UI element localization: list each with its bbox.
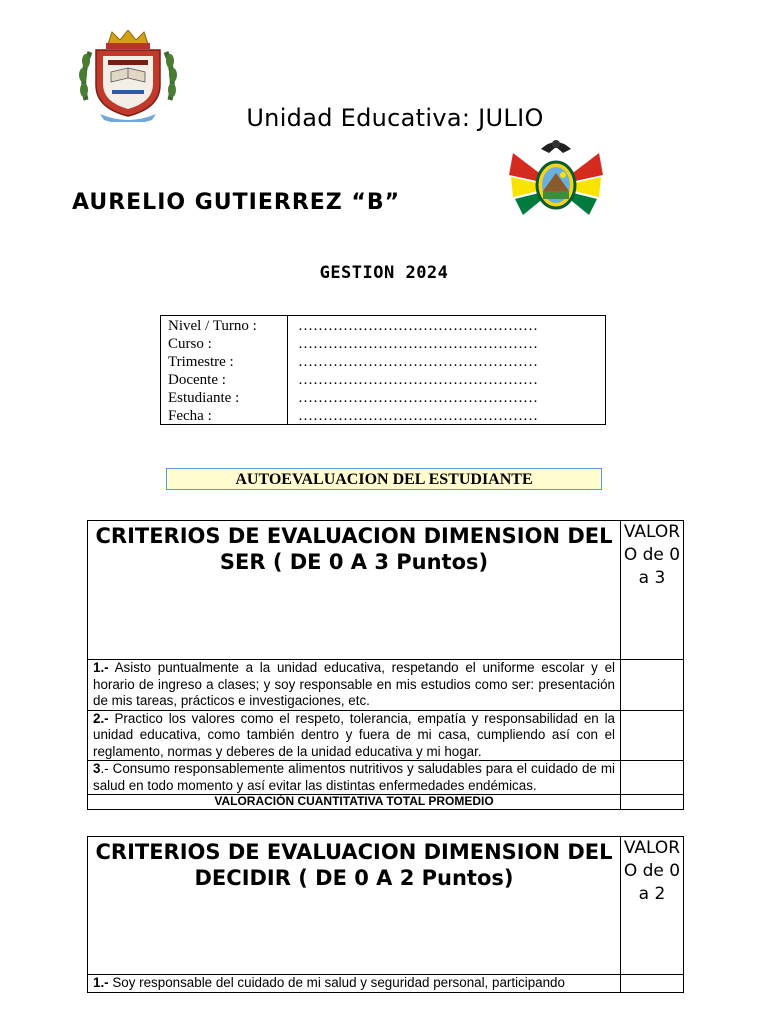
ser-score-cell-1[interactable]: [621, 660, 684, 711]
info-labels-column: [161, 316, 288, 424]
bolivia-coat-of-arms-logo: [503, 135, 609, 220]
criterion-number: 1.-: [93, 660, 109, 675]
label-docente: Docente :: [168, 372, 226, 388]
ser-total-label: VALORACIÓN CUANTITATIVA TOTAL PROMEDIO: [88, 795, 621, 810]
blank-fecha: …………………………………………: [298, 408, 538, 424]
blank-curso: …………………………………………: [298, 336, 538, 352]
ser-criterion-2: [88, 710, 621, 761]
table-row: [88, 975, 684, 993]
criteria-table-decidir: [87, 836, 684, 993]
ser-total-score-cell[interactable]: [621, 795, 684, 810]
label-estudiante: Estudiante :: [168, 390, 240, 406]
decidir-criterion-1: [88, 975, 621, 993]
blank-docente: …………………………………………: [298, 372, 538, 388]
blank-estudiante: …………………………………………: [298, 390, 538, 406]
table-row: [88, 660, 684, 711]
student-info-table: [160, 315, 606, 425]
school-name-line2: AURELIO GUTIERREZ “B”: [72, 190, 401, 215]
criterion-text: Asisto puntualmente a la unidad educativa, respetando el uniforme escolar y el horario de ingreso a clases; y soy responsable en mis estudios como ser: presentación de mis tareas, prácticos e investigaciones, etc.: [93, 660, 615, 708]
criterion-text: .- Consumo responsablemente alimentos nutritivos y saludables para el cuidado de mi salud en todo momento y así evitar las distintas enfermedades endémicas.: [93, 761, 615, 793]
table-row: [88, 795, 684, 810]
school-name-line1: Unidad Educativa: JULIO: [246, 104, 544, 132]
ser-criterion-3: [88, 761, 621, 795]
criteria-table-ser: [87, 520, 684, 810]
ser-valor-header: VALOR O de 0 a 3: [621, 521, 684, 660]
criterion-number: 3: [93, 761, 101, 776]
criterion-number: 2.-: [93, 710, 109, 726]
criterion-text: Soy responsable del cuidado de mi salud y seguridad personal, participando: [108, 975, 565, 990]
criterion-number: 1.-: [93, 975, 109, 990]
gestion-year-heading: GESTION 2024: [319, 263, 449, 283]
label-fecha: Fecha :: [168, 408, 212, 424]
label-trimestre: Trimestre :: [168, 354, 234, 370]
ser-section-title: CRITERIOS DE EVALUACION DIMENSION DEL SER ( DE 0 A 3 Puntos): [88, 521, 621, 660]
label-nivel-turno: Nivel / Turno :: [168, 318, 257, 334]
criterion-text: Practico los valores como el respeto, tolerancia, empatía y responsabilidad en la unidad educativa, como también dentro y fuera de mi casa, cumpliendo así con el reglamento, normas y deberes de la unidad educativa y mi hogar.: [93, 710, 615, 759]
ser-criterion-1: [88, 660, 621, 711]
table-row: [88, 710, 684, 761]
label-curso: Curso :: [168, 336, 212, 352]
ser-score-cell-3[interactable]: [621, 761, 684, 795]
autoevaluacion-banner: AUTOEVALUACION DEL ESTUDIANTE: [166, 468, 602, 490]
blank-trimestre: …………………………………………: [298, 354, 538, 370]
decidir-section-title: CRITERIOS DE EVALUACION DIMENSION DEL DECIDIR ( DE 0 A 2 Puntos): [88, 837, 621, 975]
table-row: [88, 761, 684, 795]
blank-nivel-turno: …………………………………………: [298, 318, 538, 334]
info-blanks-column: [288, 316, 605, 424]
decidir-valor-header: VALOR O de 0 a 2: [621, 837, 684, 975]
ser-score-cell-2[interactable]: [621, 710, 684, 761]
decidir-score-cell-1[interactable]: [621, 975, 684, 993]
